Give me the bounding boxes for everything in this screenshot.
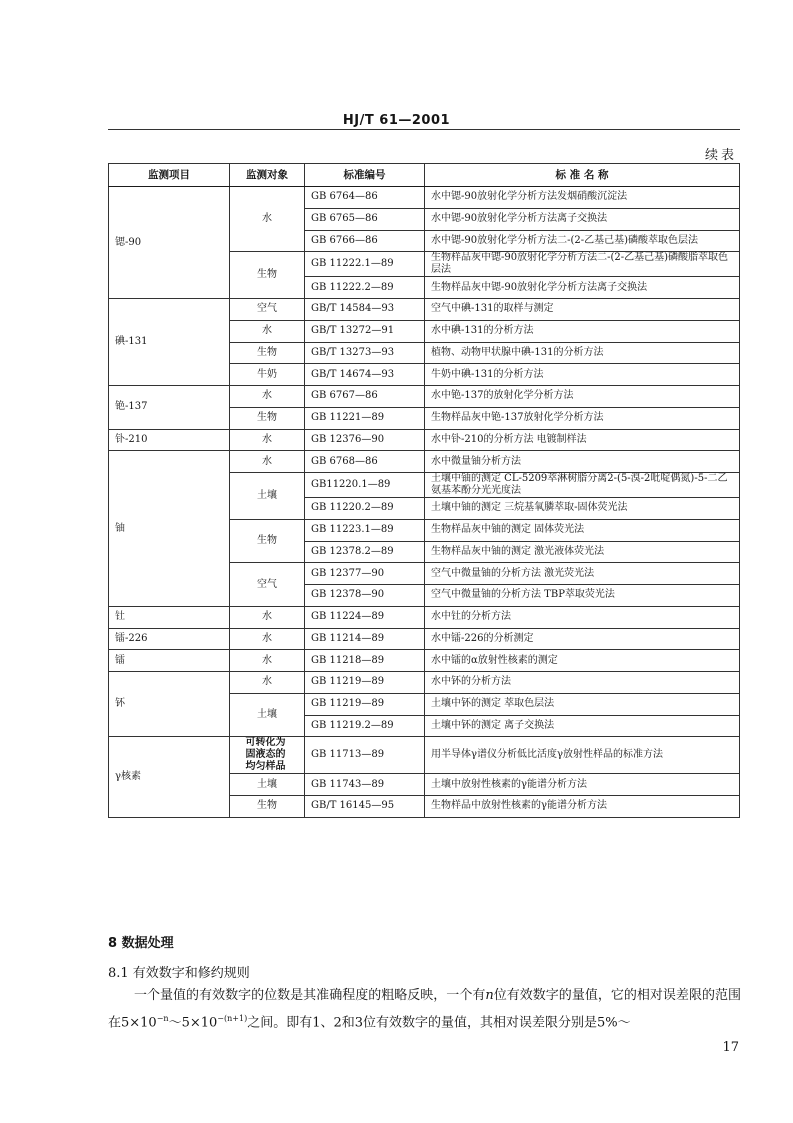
cell-monitoring-object-text: 生物 xyxy=(257,346,277,358)
cell-standard-name: 空气中微量铀的分析方法 激光荧光法 xyxy=(425,563,740,585)
cell-standard-name: 水中微量铀分析方法 xyxy=(425,451,740,473)
cell-monitoring-object-text: 水 xyxy=(262,654,272,666)
cell-monitoring-object xyxy=(230,407,305,429)
cell-standard-name: 生物样品灰中铯-137放射化学分析方法 xyxy=(425,407,740,429)
cell-standard-code: GB 11743—89 xyxy=(305,774,425,796)
cell-standard-name: 水中锶-90放射化学分析方法发烟硝酸沉淀法 xyxy=(425,187,740,209)
cell-standard-name: 水中锶-90放射化学分析方法二-(2-乙基己基)磷酸萃取色层法 xyxy=(425,230,740,252)
cell-monitoring-object xyxy=(230,796,305,818)
cell-monitoring-object xyxy=(230,628,305,650)
cell-standard-code: GB 12378—90 xyxy=(305,585,425,607)
cell-standard-code: GB 11218—89 xyxy=(305,650,425,672)
cell-monitoring-object xyxy=(230,519,305,563)
cell-standard-code: GB 11713—89 xyxy=(305,737,425,774)
section-8-1-title: 8.1 有效数字和修约规则 xyxy=(108,966,250,981)
cell-standard-code: GB 6768—86 xyxy=(305,451,425,473)
cell-standard-name: 水中镭-226的分析测定 xyxy=(425,628,740,650)
cell-standard-name: 土壤中钚的测定 萃取色层法 xyxy=(425,693,740,715)
cell-standard-code: GB 11219—89 xyxy=(305,672,425,694)
cell-standard-name: 土壤中钚的测定 离子交换法 xyxy=(425,715,740,737)
para-part-2: 位有效数字的量值，它的相对误差限的范围在5×10 xyxy=(108,988,741,1031)
cell-standard-code: GB11220.1—89 xyxy=(305,473,425,498)
cell-standard-name: 植物、动物甲状腺中碘-131的分析方法 xyxy=(425,342,740,364)
cell-monitoring-object xyxy=(230,187,305,252)
cell-standard-name: 生物样品灰中铀的测定 激光液体荧光法 xyxy=(425,541,740,563)
cell-monitoring-object xyxy=(230,693,305,737)
header-monitoring-object: 监测对象 xyxy=(230,164,305,187)
cell-monitoring-object xyxy=(230,299,305,321)
table-row xyxy=(109,606,740,628)
cell-standard-code: GB 12377—90 xyxy=(305,563,425,585)
cell-standard-name: 水中碘-131的分析方法 xyxy=(425,320,740,342)
cell-monitoring-object-text: 水 xyxy=(262,632,272,644)
cell-standard-code: GB 12376—90 xyxy=(305,429,425,451)
cell-standard-name: 生物样品灰中铀的测定 固体荧光法 xyxy=(425,519,740,541)
cell-monitoring-item: 碘-131 xyxy=(109,299,230,386)
standards-table xyxy=(108,163,740,818)
header-standard-code: 标准编号 xyxy=(305,164,425,187)
para-exponent-2: −(n+1) xyxy=(217,1014,248,1023)
cell-standard-name: 牛奶中碘-131的分析方法 xyxy=(425,364,740,386)
cell-standard-name: 水中钋-210的分析方法 电镀制样法 xyxy=(425,429,740,451)
cell-monitoring-object-text: 空气 xyxy=(257,303,277,315)
cell-monitoring-object xyxy=(230,473,305,520)
cell-standard-code: GB 11214—89 xyxy=(305,628,425,650)
cell-monitoring-object-text: 土壤 xyxy=(257,709,277,720)
cell-standard-name: 生物样品中放射性核素的γ能谱分析方法 xyxy=(425,796,740,818)
cell-standard-name: 土壤中放射性核素的γ能谱分析方法 xyxy=(425,774,740,796)
table-row xyxy=(109,672,740,694)
para-part-3: ～5×10 xyxy=(168,1015,218,1031)
cell-monitoring-object xyxy=(230,606,305,628)
cell-standard-code: GB/T 13272—91 xyxy=(305,320,425,342)
cell-standard-name: 用半导体γ谱仪分析低比活度γ放射性样品的标准方法 xyxy=(425,737,740,774)
cell-monitoring-object-text: 生物 xyxy=(257,269,277,281)
table-row xyxy=(109,386,740,408)
cell-standard-name: 水中铯-137的放射化学分析方法 xyxy=(425,386,740,408)
table-row xyxy=(109,299,740,321)
cell-monitoring-item: 锶-90 xyxy=(109,187,230,299)
cell-monitoring-item: 镭 xyxy=(109,650,230,672)
section-8-1-paragraph xyxy=(108,984,741,1034)
cell-monitoring-object-text: 水 xyxy=(262,433,272,445)
cell-standard-code: GB 11222.2—89 xyxy=(305,277,425,299)
cell-standard-name: 生物样品灰中锶-90放射化学分析方法二-(2-乙基己基)磷酸脂萃取色层法 xyxy=(425,252,740,277)
cell-monitoring-object xyxy=(230,364,305,386)
table-row xyxy=(109,628,740,650)
cell-standard-code: GB/T 14674—93 xyxy=(305,364,425,386)
cell-monitoring-object-text: 牛奶 xyxy=(257,368,277,380)
cell-standard-code: GB 6767—86 xyxy=(305,386,425,408)
para-exponent-1: −n xyxy=(156,1014,169,1023)
cell-monitoring-object xyxy=(230,429,305,451)
table-row xyxy=(109,451,740,473)
cell-standard-code: GB/T 13273—93 xyxy=(305,342,425,364)
para-part-4: 之间。即有1、2和3位有效数字的量值，其相对误差限分别是5%～ xyxy=(247,1015,631,1031)
cell-monitoring-object-text: 水 xyxy=(262,455,272,467)
cell-standard-code: GB 6766—86 xyxy=(305,230,425,252)
table-row xyxy=(109,187,740,209)
cell-monitoring-object-text: 空气 xyxy=(257,578,277,590)
cell-standard-code: GB 11221—89 xyxy=(305,407,425,429)
table-row xyxy=(109,737,740,774)
cell-monitoring-object-text: 可转化为固液态的均匀样品 xyxy=(245,737,286,773)
cell-standard-code: GB 11219.2—89 xyxy=(305,715,425,737)
continued-label: 续表 xyxy=(704,148,737,163)
cell-monitoring-object-text: 水 xyxy=(262,676,272,688)
cell-monitoring-item: 钚 xyxy=(109,672,230,737)
cell-standard-name: 生物样品灰中锶-90放射化学分析方法离子交换法 xyxy=(425,277,740,299)
cell-standard-name: 水中镭的α放射性核素的测定 xyxy=(425,650,740,672)
para-part-1: 一个量值的有效数字的位数是其准确程度的粗略反映，一个有 xyxy=(134,988,486,1003)
cell-standard-code: GB 11219—89 xyxy=(305,693,425,715)
table-header-row xyxy=(109,164,740,187)
cell-standard-name: 空气中碘-131的取样与测定 xyxy=(425,299,740,321)
cell-standard-code: GB 6764—86 xyxy=(305,187,425,209)
cell-monitoring-object xyxy=(230,650,305,672)
cell-monitoring-object xyxy=(230,252,305,299)
cell-monitoring-item: γ核素 xyxy=(109,737,230,818)
section-8-title: 8 数据处理 xyxy=(108,936,174,951)
cell-standard-code: GB 11224—89 xyxy=(305,606,425,628)
cell-monitoring-object xyxy=(230,774,305,796)
cell-standard-name: 土壤中铀的测定 CL-5209萃淋树脂分离2-(5-溴-2吡啶偶氮)-5-二乙氨基苯酚分光光度法 xyxy=(425,473,740,498)
page-number: 17 xyxy=(722,1040,739,1055)
para-n: n xyxy=(485,988,494,1003)
table-row xyxy=(109,650,740,672)
header-standard-name: 标 准 名 称 xyxy=(425,164,740,187)
table-row xyxy=(109,429,740,451)
cell-monitoring-object xyxy=(230,320,305,342)
cell-monitoring-object-text: 生物 xyxy=(257,535,277,546)
cell-monitoring-item: 铯-137 xyxy=(109,386,230,430)
cell-monitoring-object xyxy=(230,672,305,694)
table-body xyxy=(109,187,740,818)
cell-monitoring-object xyxy=(230,451,305,473)
page-header: HJ/T 61—2001 xyxy=(342,113,451,128)
cell-monitoring-item: 铀 xyxy=(109,451,230,607)
cell-monitoring-object xyxy=(230,342,305,364)
cell-standard-code: GB 12378.2—89 xyxy=(305,541,425,563)
cell-monitoring-object-text: 水 xyxy=(262,390,272,402)
cell-monitoring-object xyxy=(230,563,305,607)
cell-standard-code: GB 11222.1—89 xyxy=(305,252,425,277)
cell-standard-code: GB/T 16145—95 xyxy=(305,796,425,818)
cell-monitoring-object-text: 土壤 xyxy=(257,778,277,790)
header-monitoring-item: 监测项目 xyxy=(109,164,230,187)
cell-standard-name: 土壤中铀的测定 三烷基氧膦萃取-固体荧光法 xyxy=(425,498,740,520)
cell-standard-name: 水中钚的分析方法 xyxy=(425,672,740,694)
cell-standard-code: GB 11220.2—89 xyxy=(305,498,425,520)
cell-standard-name: 水中锶-90放射化学分析方法离子交换法 xyxy=(425,208,740,230)
cell-monitoring-object-text: 水 xyxy=(262,325,272,337)
cell-monitoring-item: 钍 xyxy=(109,606,230,628)
cell-standard-code: GB 6765—86 xyxy=(305,208,425,230)
cell-monitoring-object-text: 水 xyxy=(262,611,272,623)
cell-standard-name: 水中钍的分析方法 xyxy=(425,606,740,628)
cell-monitoring-item: 钋-210 xyxy=(109,429,230,451)
cell-standard-code: GB/T 14584—93 xyxy=(305,299,425,321)
cell-monitoring-object-text: 水 xyxy=(262,213,272,225)
cell-monitoring-object-text: 生物 xyxy=(257,800,277,812)
header-rule xyxy=(108,129,740,130)
cell-monitoring-item: 镭-226 xyxy=(109,628,230,650)
cell-monitoring-object-text: 生物 xyxy=(257,412,277,424)
cell-monitoring-object-text: 土壤 xyxy=(257,489,277,501)
cell-monitoring-object xyxy=(230,737,305,774)
cell-standard-name: 空气中微量铀的分析方法 TBP萃取荧光法 xyxy=(425,585,740,607)
cell-monitoring-object xyxy=(230,386,305,408)
cell-standard-code: GB 11223.1—89 xyxy=(305,519,425,541)
